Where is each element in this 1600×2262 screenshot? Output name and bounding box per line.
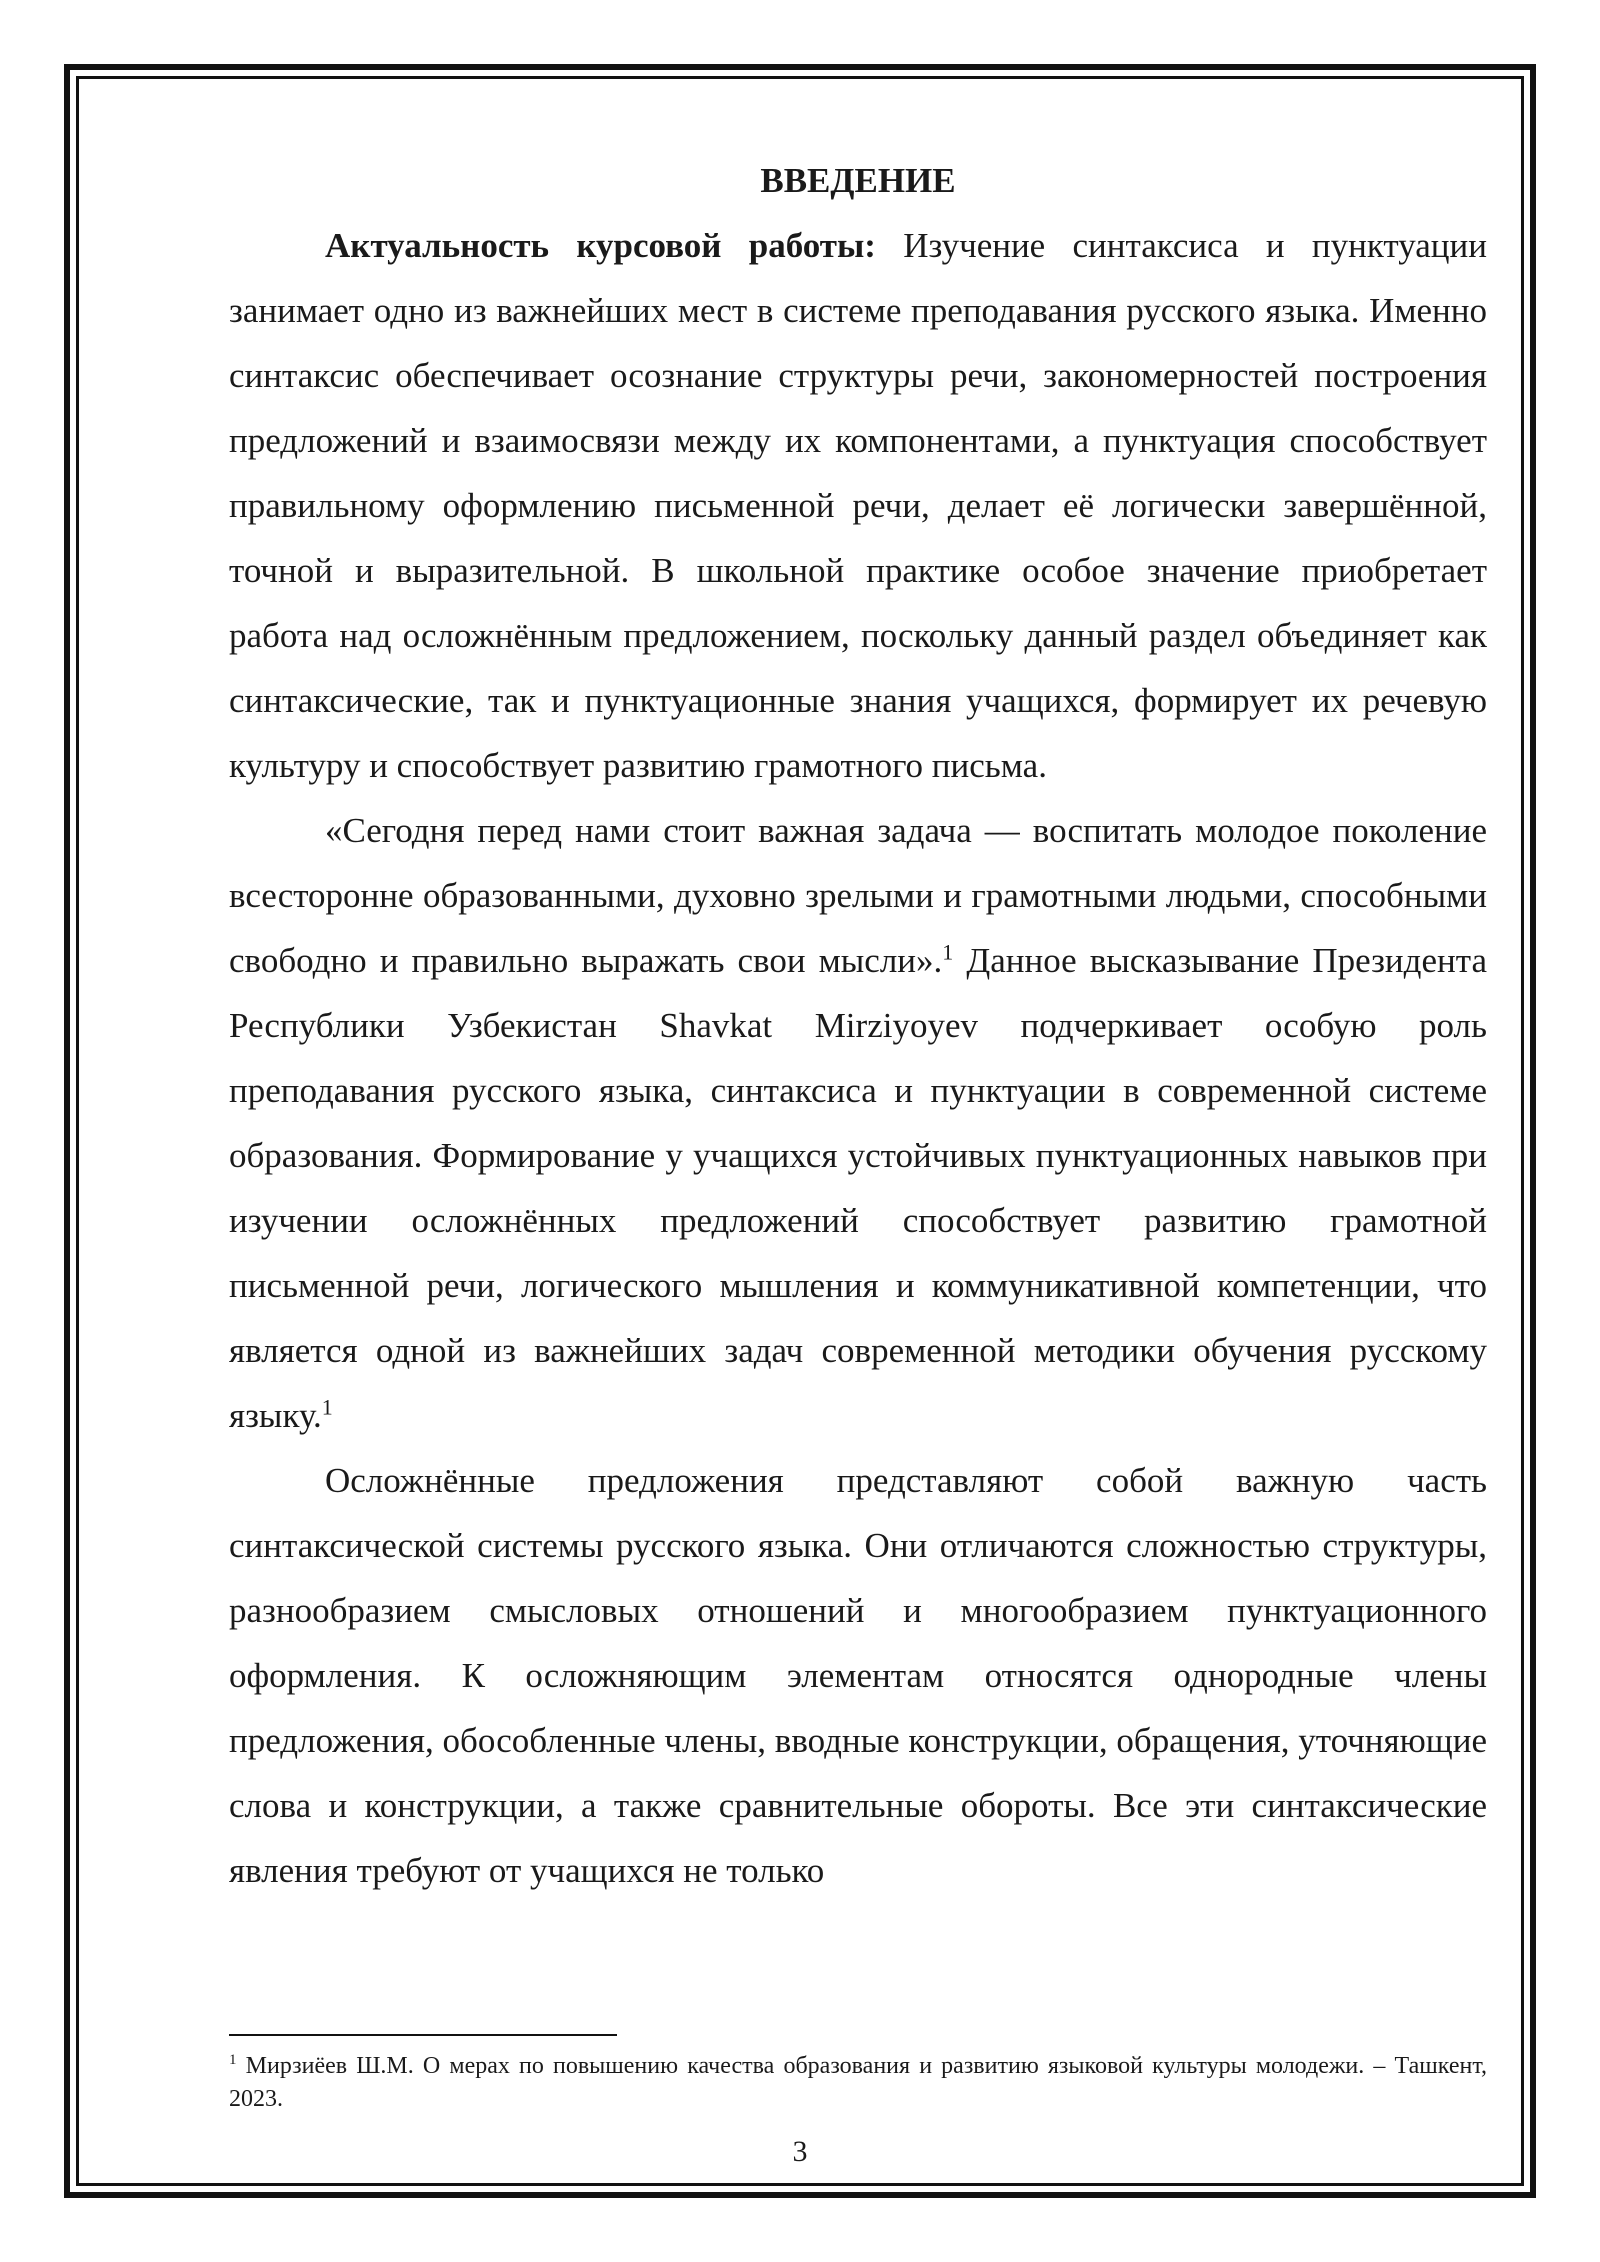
page-number: 3 — [792, 2135, 808, 2168]
footnote — [229, 2050, 1487, 2116]
paragraph-text: Данное высказывание Президента Республики Узбекистан Shavkat Mirziyoyev подчеркивает особую роль преподавания русского языка, синтаксиса и пунктуации в современной системе образования. Формирование у учащихся устойчивых пунктуационных навыков при изучении осложнённых предложений способствует развитию грамотной письменной речи, логического мышления и коммуникативной компетенции, что является одной из важнейших задач современной методики обучения русскому языку. — [229, 941, 1487, 1435]
section-title: ВВЕДЕНИЕ — [760, 161, 956, 200]
paragraph-relevance — [229, 213, 1487, 798]
page-content — [229, 148, 1487, 1903]
paragraph-quote — [229, 798, 1487, 1448]
president-quote: «Сегодня перед нами стоит важная задача — воспитать молодое поколение всесторонне образованными, духовно зрелыми и грамотными людьми, способными свободно и правильно выражать свои мысли». — [229, 811, 1487, 980]
footnote-reference[interactable]: 1 — [942, 939, 954, 965]
footnote-reference[interactable]: 1 — [321, 1394, 333, 1420]
footnote-mark: 1 — [229, 2052, 237, 2068]
footnote-text: Мирзиёев Ш.М. О мерах по повышению качества образования и развитию языковой культуры молодежи. – Ташкент, 2023. — [229, 2053, 1487, 2112]
paragraph-text: Изучение синтаксиса и пунктуации занимает одно из важнейших мест в системе преподавания русского языка. Именно синтаксис обеспечивает осознание структуры речи, закономерностей построения предложений и взаимосвязи между их компонентами, а пунктуация способствует правильному оформлению письменной речи, делает её логически завершённой, точной и выразительной. В школьной практике особое значение приобретает работа над осложнённым предложением, поскольку данный раздел объединяет как синтаксические, так и пунктуационные знания учащихся, формирует их речевую культуру и способствует развитию грамотного письма. — [229, 226, 1487, 785]
footnote-separator — [229, 2034, 617, 2036]
paragraph-complicated-sentences — [229, 1448, 1487, 1903]
paragraph-text: Осложнённые предложения представляют собой важную часть синтаксической системы русского языка. Они отличаются сложностью структуры, разнообразием смысловых отношений и многообразием пунктуационного оформления. К осложняющим элементам относятся однородные члены предложения, обособленные члены, вводные конструкции, обращения, уточняющие слова и конструкции, а также сравнительные обороты. Все эти синтаксические явления требуют от учащихся не только — [229, 1461, 1487, 1890]
paragraph-lead: Актуальность курсовой работы: — [325, 226, 876, 265]
